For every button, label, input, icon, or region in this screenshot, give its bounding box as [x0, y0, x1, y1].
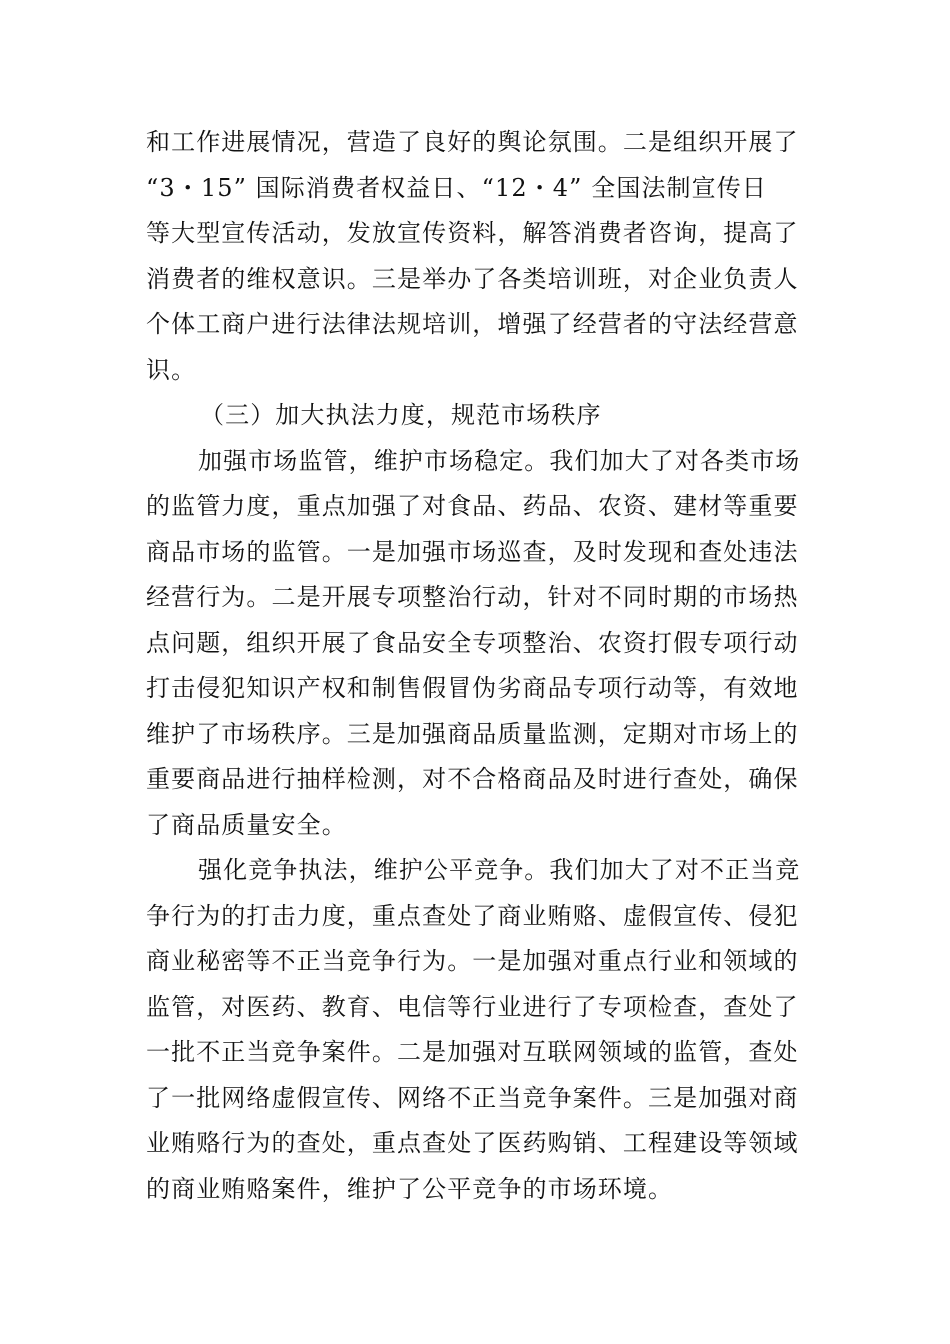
continued-paragraph [146, 120, 814, 393]
section-heading [146, 393, 814, 439]
text-line: 的商业贿赂案件，维护了公平竞争的市场环境。 [146, 1174, 674, 1203]
text-line: 识。 [146, 355, 197, 384]
document-body [146, 120, 814, 1212]
text-line: 强化竞争执法，维护公平竞争。我们加大了对不正当竞 [198, 856, 801, 884]
text-line: 了商品质量安全。 [146, 810, 347, 839]
text-line: 争行为的打击力度，重点查处了商业贿赂、虚假宣传、侵犯 [146, 901, 799, 930]
text-line: 了一批网络虚假宣传、网络不正当竞争案件。三是加强对商 [146, 1083, 799, 1112]
paragraph-fair-competition [146, 848, 814, 1212]
text-line: 和工作进展情况，营造了良好的舆论氛围。二是组织开展了 [146, 128, 799, 156]
text-line: 商品市场的监管。一是加强市场巡查，及时发现和查处违法 [146, 537, 799, 566]
text-line: 点问题，组织开展了食品安全专项整治、农资打假专项行动 [146, 628, 799, 657]
text-line: 业贿赂行为的查处，重点查处了医药购销、工程建设等领域 [146, 1129, 799, 1157]
text-line: “3・15” 国际消费者权益日、“12・4” 全国法制宣传日 [146, 173, 767, 202]
text-line: 的监管力度，重点加强了对食品、药品、农资、建材等重要 [146, 492, 799, 520]
text-line: 个体工商户进行法律法规培训，增强了经营者的守法经营意 [146, 310, 799, 338]
text-line: 等大型宣传活动，发放宣传资料，解答消费者咨询，提高了 [146, 219, 799, 247]
text-line: 维护了市场秩序。三是加强商品质量监测，定期对市场上的 [146, 719, 799, 748]
text-line: 加强市场监管，维护市场稳定。我们加大了对各类市场 [198, 446, 801, 475]
text-line: 监管，对医药、教育、电信等行业进行了专项检查，查处了 [146, 992, 799, 1021]
text-line: 商业秘密等不正当竞争行为。一是加强对重点行业和领域的 [146, 947, 799, 975]
text-line: 消费者的维权意识。三是举办了各类培训班，对企业负责人 [146, 264, 799, 293]
text-line: 经营行为。二是开展专项整治行动，针对不同时期的市场热 [146, 583, 799, 611]
text-line: 一批不正当竞争案件。二是加强对互联网领域的监管，查处 [146, 1038, 799, 1066]
section-heading-text: （三）加大执法力度，规范市场秩序 [200, 401, 602, 429]
paragraph-market-supervision [146, 439, 814, 849]
text-line: 重要商品进行抽样检测，对不合格商品及时进行查处，确保 [146, 765, 799, 793]
text-line: 打击侵犯知识产权和制售假冒伪劣商品专项行动等，有效地 [146, 674, 799, 702]
